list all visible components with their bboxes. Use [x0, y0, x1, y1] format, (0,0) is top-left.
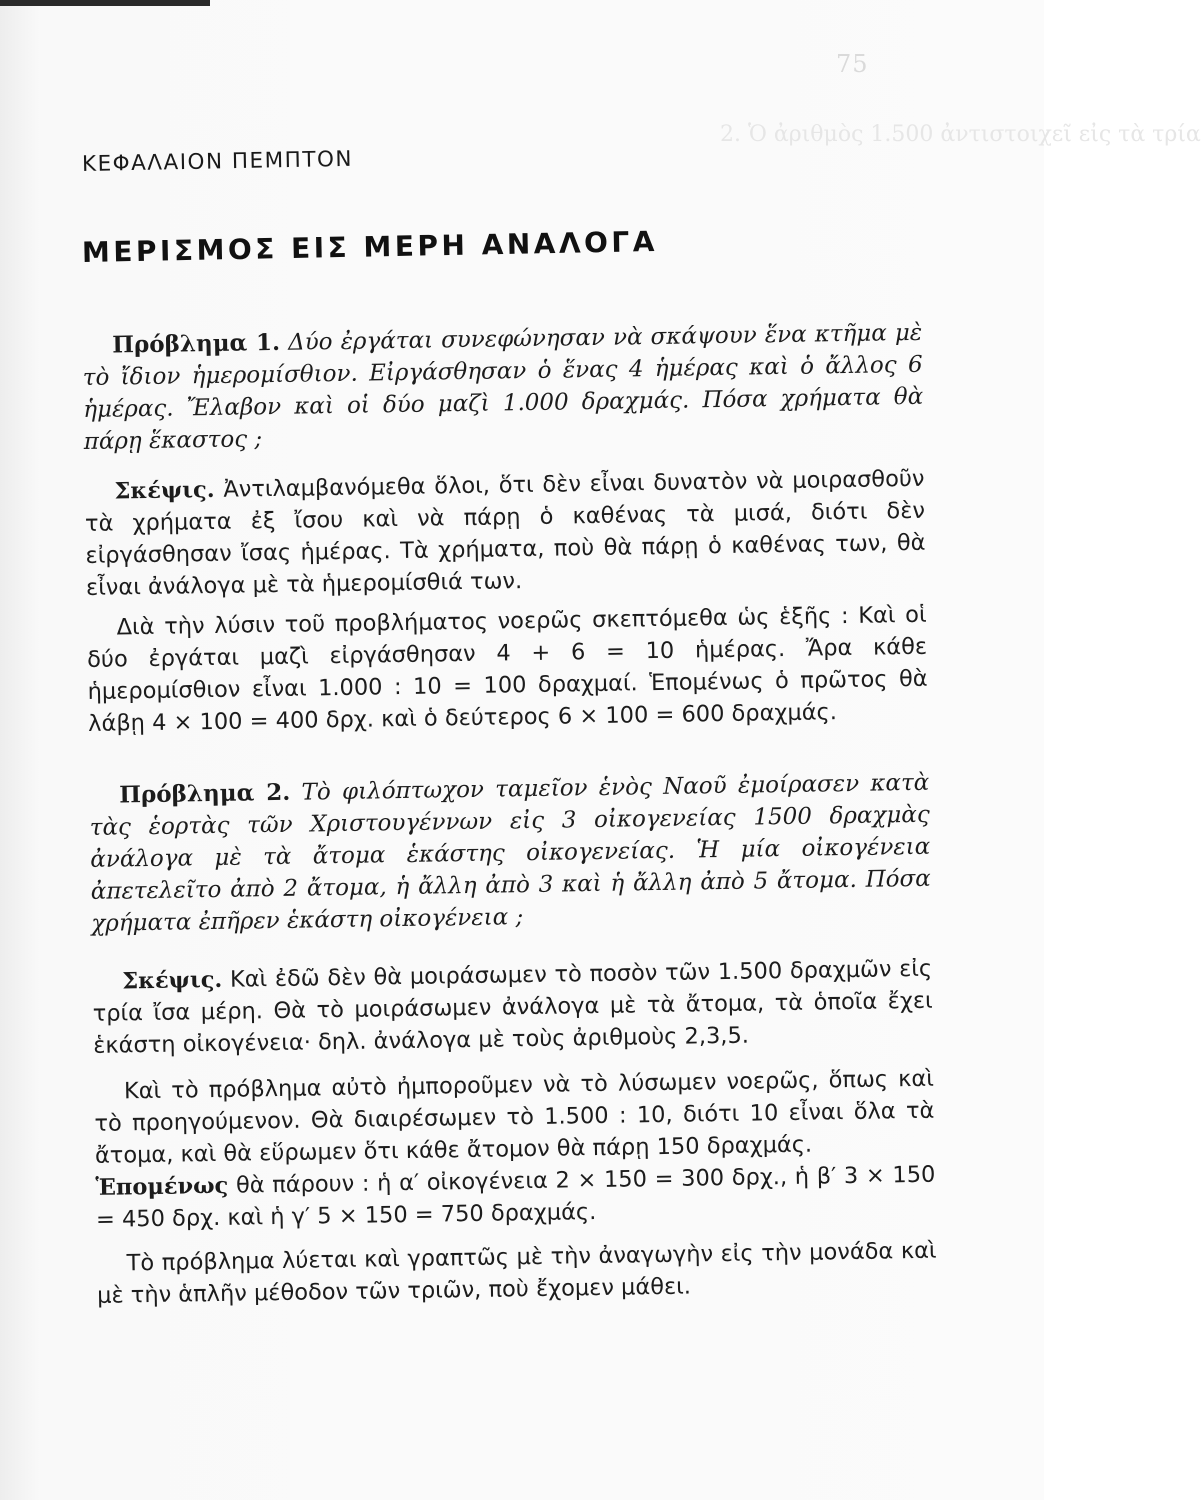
body-text	[82, 317, 937, 1312]
problem-2-reasoning-text: Καὶ ἐδῶ δὲν θὰ μοιράσωμεν τὸ ποσὸν τῶν 1.500 δραχμῶν εἰς τρία ἴσα μέρη. Θὰ τὸ μοιράσωμεν ἀνάλογα μὲ τὰ ἄτομα, τὰ ὁποῖα ἔχει ἑκάστη οἰκογένεια· δηλ. ἀνάλογα μὲ τοὺς ἀριθμοὺς 2,3,5.	[92, 955, 933, 1059]
problem-2-result-text: θὰ πάρουν : ἡ α′ οἰκογένεια 2 × 150 = 300 δρχ., ἡ β′ 3 × 150 = 450 δρχ. καὶ ἡ γ′ 5 × 150 = 750 δραχμάς.	[95, 1161, 936, 1233]
problem-2-reasoning	[92, 953, 933, 1062]
chapter-title: ΜΕΡΙΣΜΟΣ ΕΙΣ ΜΕΡΗ ΑΝΑΛΟΓΑ	[81, 224, 659, 269]
top-edge-rule	[0, 0, 210, 6]
bleed-through-page-number: 75	[836, 50, 869, 78]
problem-1-reasoning-text: Ἀντιλαμβανόμεθα ὅλοι, ὅτι δὲν εἶναι δυνατὸν νὰ μοιρασθοῦν τὰ χρήματα ἐξ ἴσου καὶ νὰ πάρῃ ὁ καθένας τὰ μισά, διότι δὲν εἰργάσθησαν ἴσας ἡμέρας. Τὰ χρήματα, ποὺ θὰ πάρῃ ὁ καθένας των, θὰ εἶναι ἀνάλογα μὲ τὰ ἡμερομίσθιά των.	[84, 465, 926, 601]
problem-2-lead: Πρόβλημα 2.	[119, 778, 291, 809]
problem-2-statement	[89, 767, 931, 940]
problem-2-closing-note: Τὸ πρόβλημα λύεται καὶ γραπτῶς μὲ τὴν ἀναγωγὴν εἰς τὴν μονάδα καὶ μὲ τὴν ἁπλῆν μέθοδον τῶν τριῶν, ποὺ ἔχομεν μάθει.	[96, 1237, 937, 1309]
problem-2-result-lead: Ἑπομένως	[95, 1172, 229, 1201]
problem-1-statement	[82, 317, 924, 458]
problem-2-reasoning-lead: Σκέψις.	[122, 966, 223, 995]
problem-2-text: Τὸ φιλόπτωχον ταμεῖον ἑνὸς Ναοῦ ἐμοίρασεν κατὰ τὰς ἑορτὰς τῶν Χριστουγέννων εἰς 3 οἰκογενείας 1500 δραχμὰς ἀνάλογα μὲ τὰ ἄτομα ἑκάστης οἰκογενείας. Ἡ μία οἰκογένεια ἀπετελεῖτο ἀπὸ 2 ἄτομα, ἡ ἄλλη ἀπὸ 3 καὶ ἡ ἄλλη ἀπὸ 5 ἄτομα. Πόσα χρήματα ἐπῆρεν ἑκάστη οἰκογένεια ;	[89, 769, 931, 937]
problem-2-mental-solution-text: Καὶ τὸ πρόβλημα αὐτὸ ἠμποροῦμεν νὰ τὸ λύσωμεν νοερῶς, ὅπως καὶ τὸ προηγούμενον. Θὰ διαιρέσωμεν τὸ 1.500 : 10, διότι 10 εἶναι ὅλα τὰ ἄτομα, καὶ θὰ εὕρωμεν ὅτι κάθε ἄτομον θὰ πάρῃ 150 δραχμάς.	[94, 1065, 935, 1169]
problem-2-mental-solution	[94, 1063, 936, 1236]
problem-1-reasoning-lead: Σκέψις.	[114, 476, 215, 505]
problem-1-solution: Διὰ τὴν λύσιν τοῦ προβλήματος νοερῶς σκεπτόμεθα ὡς ἑξῆς : Καὶ οἱ δύο ἐργάται μαζὶ εἰργάσθησαν 4 + 6 = 10 ἡμέρας. Ἄρα κάθε ἡμερομίσθιον εἶναι 1.000 : 10 = 100 δραχμαί. Ἑπομένως ὁ πρῶτος θὰ λάβῃ 4 × 100 = 400 δρχ. καὶ ὁ δεύτερος 6 × 100 = 600 δραχμάς.	[86, 601, 928, 737]
problem-1-lead: Πρόβλημα 1.	[112, 328, 281, 359]
chapter-label: ΚΕΦΑΛΑΙΟΝ ΠΕΜΠΤΟΝ	[81, 146, 354, 177]
bleed-through-text: 2. Ὁ ἀριθμὸς 1.500 ἀντιστοιχεῖ εἰς τὰ τρία	[720, 122, 1201, 147]
problem-1-reasoning	[84, 463, 926, 604]
problem-1-text: Δύο ἐργάται συνεφώνησαν νὰ σκάψουν ἕνα κτῆμα μὲ τὸ ἴδιον ἡμερομίσθιον. Εἰργάσθησαν ὁ ἕνας 4 ἡμέρας καὶ ὁ ἄλλος 6 ἡμέρας. Ἔλαβον καὶ οἱ δύο μαζὶ 1.000 δραχμάς. Πόσα χρήματα θὰ πάρῃ ἕκαστος ;	[82, 319, 924, 455]
